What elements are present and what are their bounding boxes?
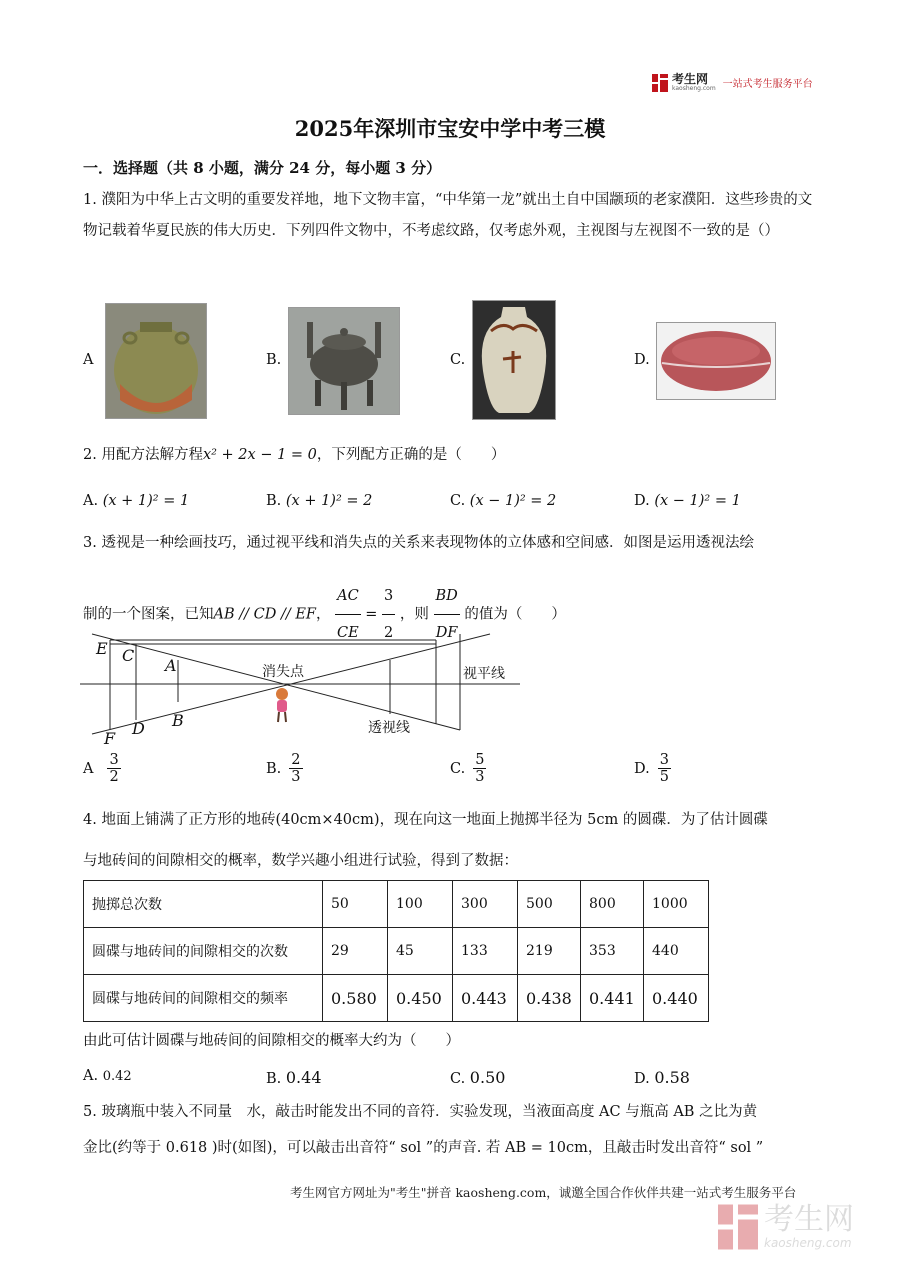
q3-ratio-value: $\frac{3}{2}$ <box>382 578 395 651</box>
page-footer: 考生网官方网址为"考生"拼音 kaosheng.com，诚邀全国合作伙伴共建一站式考生服务平台 <box>290 1185 797 1200</box>
q3-option-b: B. $\frac{2}{3}$ <box>266 752 301 785</box>
q2-option-a: A. (x + 1)² = 1 <box>83 493 190 509</box>
section-heading: 一．选择题（共 8 小题，满分 24 分，每小题 3 分） <box>83 159 442 177</box>
label-e: E <box>96 639 108 658</box>
q3-perspective-diagram <box>80 630 520 748</box>
q2-option-d: D. (x − 1)² = 1 <box>634 493 741 509</box>
label-horizon: 视平线 <box>463 666 505 682</box>
label-d: D <box>132 719 145 738</box>
table-row: 抛掷总次数 50 100 300 500 800 1000 <box>84 881 709 928</box>
q4-tile-size: (40cm×40cm) <box>275 812 380 828</box>
q3-ask-bd-df: $\frac{BD}{DF}$ <box>434 578 460 651</box>
q1-option-a-label: A <box>83 352 94 368</box>
q2-equation: x² + 2x − 1 = 0 <box>202 447 317 463</box>
q1-option-c-label: C. <box>450 352 466 368</box>
q3-option-d: D. $\frac{3}{5}$ <box>634 752 669 785</box>
label-perspective-line: 透视线 <box>368 720 410 736</box>
question-5-line2: 金比(约等于 0.618 )时(如图)，可以敲击出音符“ sol ”的声音. 若 AB = 10cm，且敲击时发出音符“ sol ” <box>83 1140 764 1156</box>
q4-option-c: C. 0.50 <box>450 1068 506 1087</box>
q1-option-d-label: D. <box>634 352 650 368</box>
question-3-line2: 制的一个图案，已知AB // CD // EF， $\frac{AC}{CE}$ = $\frac{3}{2}$ ，则 $\frac{BD}{DF}$ 的值为（ ） <box>83 578 823 651</box>
q4-data-table <box>83 880 709 1022</box>
logo-url: kaosheng.com <box>672 85 716 92</box>
table-row: 圆碟与地砖间的间隙相交的频率 0.580 0.450 0.443 0.438 0.441 0.440 <box>84 975 709 1022</box>
question-5-line1: 5. 玻璃瓶中装入不同量 水，敲击时能发出不同的音符．实验发现，当液面高度 AC 与瓶高 AB 之比为黄 <box>83 1104 758 1120</box>
header-logo <box>652 73 813 92</box>
q3-ratio-ac-ce: $\frac{AC}{CE}$ <box>335 578 361 651</box>
question-1-text: 1. 濮阳为中华上古文明的重要发祥地，地下文物丰富，“中华第一龙”就出土自中国颛顼的老家濮阳．这些珍贵的文物记载着华夏民族的伟大历史．下列四件文物中，不考虑纹路，仅考虑外观，主视图与左视图不一致的是（） <box>83 192 813 239</box>
watermark-logo-icon <box>718 1204 758 1250</box>
q4-option-a: A. 0.42 <box>83 1068 132 1084</box>
q1-option-b-label: B. <box>266 352 282 368</box>
q1-option-c-vase-image <box>472 300 556 420</box>
q3-option-c: C. $\frac{5}{3}$ <box>450 752 485 785</box>
table-row: 圆碟与地砖间的间隙相交的次数 29 45 133 219 353 440 <box>84 928 709 975</box>
logo-tagline: 一站式考生服务平台 <box>722 79 813 90</box>
q4-option-d: D. 0.58 <box>634 1068 690 1087</box>
q1-option-a-jar-image <box>105 303 207 419</box>
question-4-conclusion: 由此可估计圆碟与地砖间的间隙相交的概率大约为（ ） <box>83 1033 460 1049</box>
kaosheng-logo-icon <box>652 74 668 92</box>
q4-option-b: B. 0.44 <box>266 1068 322 1087</box>
q1-option-b-tripod-image <box>288 307 400 415</box>
q2-option-c: C. (x − 1)² = 2 <box>450 493 557 509</box>
label-b: B <box>172 711 184 730</box>
logo-name: 考生网 <box>672 72 709 86</box>
q2-text-post: ，下列配方正确的是（ ） <box>316 447 506 463</box>
girl-figure-icon <box>276 688 288 722</box>
label-a: A <box>165 656 177 675</box>
q3-option-a: A $\frac{3}{2}$ <box>83 752 119 785</box>
q2-text-pre: 2. 用配方法解方程 <box>83 447 203 463</box>
question-4-line2: 与地砖间的间隙相交的概率，数学兴趣小组进行试验，得到了数据： <box>83 853 518 869</box>
q2-option-b: B. (x + 1)² = 2 <box>266 493 373 509</box>
question-3-line1: 3. 透视是一种绘画技巧，通过视平线和消失点的关系来表现物体的立体感和空间感．如图是运用透视法绘 <box>83 535 754 551</box>
label-c: C <box>122 646 135 665</box>
q3-parallel: AB // CD // EF <box>213 606 316 623</box>
q1-option-d-box-image <box>656 322 776 400</box>
label-f: F <box>104 729 116 748</box>
question-4-line1: 4. 地面上铺满了正方形的地砖(40cm×40cm)，现在向这一地面上抛掷半径为 5cm 的圆碟．为了估计圆碟 <box>83 812 768 828</box>
label-vanishing-point: 消失点 <box>262 664 304 680</box>
question-2-text <box>83 440 823 471</box>
watermark: 考生网 kaosheng.com <box>718 1204 854 1250</box>
page-title: 2025年深圳市宝安中学中考三模 <box>294 116 606 141</box>
